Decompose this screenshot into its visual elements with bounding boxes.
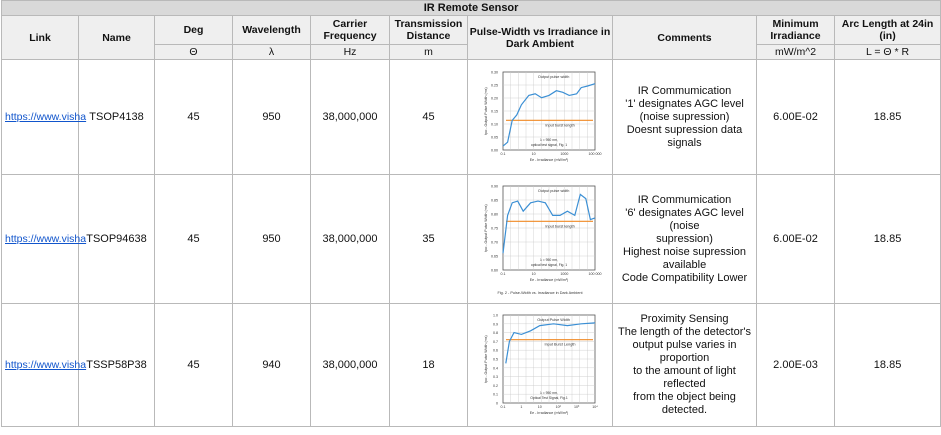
header-arc-length[interactable]: Arc Length at 24in (in) <box>835 16 941 45</box>
y-axis-label: tpo - Output Pulse Width (ms) <box>484 204 488 252</box>
x-axis-label: Ee - Irradiance (mW/m²) <box>529 158 569 162</box>
header-name[interactable]: Name <box>79 16 155 60</box>
unit-deg[interactable]: Θ <box>155 45 233 60</box>
comment-cell[interactable] <box>613 304 757 427</box>
x-tick-label: 10 <box>531 152 536 156</box>
wavelength-cell[interactable]: 950 <box>233 175 311 304</box>
comment-line: from the object being <box>633 391 736 403</box>
comment-line: Proximity Sensing <box>640 313 729 325</box>
unit-wavelength[interactable]: λ <box>233 45 311 60</box>
link-cell[interactable] <box>2 60 87 175</box>
datasheet-link[interactable]: https://www.visha <box>5 359 87 371</box>
distance-cell[interactable]: 35 <box>390 175 468 304</box>
y-tick-label: 0.75 <box>491 226 498 231</box>
x-tick-label: 1 <box>520 405 523 409</box>
x-axis-label: Ee - Irradiance (mW/m²) <box>529 411 569 415</box>
comment-line: detected. <box>661 404 708 416</box>
comment-line: IR Commumication <box>637 84 732 97</box>
y-tick-label: 0.4 <box>493 366 498 371</box>
x-tick-label: 0.1 <box>500 405 506 409</box>
wavelength-cell[interactable]: 950 <box>233 60 311 175</box>
pulse-width-graph <box>481 182 602 296</box>
datasheet-link[interactable]: https://www.visha <box>5 233 87 245</box>
unit-arc-length[interactable]: L = Θ * R <box>835 45 941 60</box>
x-tick-label: 0.1 <box>500 272 506 276</box>
comment-line: (noise supression) <box>639 110 730 123</box>
graph-note: Optical Test Signal, Fig.1 <box>530 396 568 400</box>
y-tick-label: 0.05 <box>491 135 498 140</box>
arc-length-cell[interactable]: 18.85 <box>835 60 941 175</box>
unit-minimum-irradiance[interactable]: mW/m^2 <box>757 45 835 60</box>
ir-sensor-table <box>1 0 941 427</box>
comment-line: supression) <box>656 232 713 245</box>
min-irradiance-cell[interactable]: 6.00E-02 <box>757 60 835 175</box>
y-tick-label: 0.7 <box>493 339 498 344</box>
pulse-width-graph <box>481 311 599 419</box>
name-cell[interactable]: TSOP94638 <box>79 175 155 304</box>
y-axis-label: tpo - Output Pulse Width (ms) <box>484 335 488 383</box>
legend-output: Output Pulse Width <box>537 318 570 322</box>
x-tick-label: 0.1 <box>500 152 506 156</box>
graph-cell[interactable] <box>468 304 613 427</box>
x-tick-label: 1000 <box>560 152 569 156</box>
y-tick-label: 0.25 <box>491 83 498 88</box>
arc-length-cell[interactable]: 18.85 <box>835 304 941 427</box>
graph-cell[interactable] <box>468 60 613 175</box>
header-comments[interactable]: Comments <box>613 16 757 60</box>
sheet-title: IR Remote Sensor <box>2 1 941 16</box>
y-tick-label: 0.65 <box>491 254 498 259</box>
legend-input: Input Burst Length <box>544 342 576 347</box>
graph-note: optical test signal, Fig. 1 <box>530 143 568 147</box>
header-minimum-irradiance[interactable]: Minimum Irradiance <box>757 16 835 45</box>
comment-cell[interactable] <box>613 60 757 175</box>
min-irradiance-cell[interactable]: 6.00E-02 <box>757 175 835 304</box>
header-link[interactable]: Link <box>2 16 79 60</box>
y-tick-label: 0 <box>496 401 498 406</box>
wavelength-cell[interactable]: 940 <box>233 304 311 427</box>
comment-line: IR Commumication <box>637 193 732 206</box>
name-cell[interactable]: TSOP4138 <box>79 60 155 175</box>
x-tick-label: 10 <box>531 272 536 276</box>
y-tick-label: 0.80 <box>491 212 498 217</box>
x-axis-label: Ee - Irradiance (mW/m²) <box>529 278 569 282</box>
y-tick-label: 0.90 <box>491 184 498 189</box>
carrier-cell[interactable]: 38,000,000 <box>311 60 390 175</box>
y-tick-label: 0.6 <box>493 348 498 353</box>
y-tick-label: 0.60 <box>491 268 498 273</box>
carrier-cell[interactable]: 38,000,000 <box>311 175 390 304</box>
graph-cell[interactable] <box>468 175 613 304</box>
x-tick-label: 10 <box>537 405 542 409</box>
y-tick-label: 0.9 <box>493 322 498 327</box>
comment-line: to the amount of light reflected <box>633 365 736 390</box>
y-tick-label: 1.0 <box>493 313 498 318</box>
header-deg[interactable]: Deg <box>155 16 233 45</box>
x-tick-label: 10² <box>555 405 561 409</box>
table-row <box>2 60 941 175</box>
legend-output: Output pulse width <box>537 75 570 79</box>
y-tick-label: 0.20 <box>491 96 498 101</box>
x-tick-label: 10⁴ <box>592 405 598 409</box>
comment-line: '1' designates AGC level <box>625 97 744 110</box>
carrier-cell[interactable]: 38,000,000 <box>311 304 390 427</box>
comment-line: Doesnt supression data <box>626 123 743 136</box>
graph-note: λ = 950 nm, <box>540 138 558 142</box>
datasheet-link[interactable]: https://www.visha <box>5 111 87 123</box>
y-tick-label: 0.8 <box>493 331 498 336</box>
comment-line: The length of the detector's <box>618 326 751 338</box>
table-row <box>2 304 941 427</box>
graph-note: λ = 950 nm, <box>540 391 558 395</box>
x-tick-label: 1000 <box>560 272 569 276</box>
graph-note: optical test signal, Fig. 1 <box>530 263 568 267</box>
header-wavelength[interactable]: Wavelength <box>233 16 311 45</box>
legend-input: Input burst length <box>545 123 575 128</box>
unit-transmission-distance[interactable]: m <box>390 45 468 60</box>
legend-input: Input burst length <box>545 224 575 229</box>
y-tick-label: 0.70 <box>491 240 498 245</box>
y-tick-label: 0.30 <box>491 70 498 75</box>
comment-line: '6' designates AGC level (noise <box>625 206 744 232</box>
distance-cell[interactable]: 45 <box>390 60 468 175</box>
pulse-width-graph <box>481 68 602 166</box>
y-tick-label: 0.3 <box>493 375 498 380</box>
header-transmission-distance[interactable]: Transmission Distance <box>390 16 468 45</box>
graph-caption: Fig. 2 - Pulse-Width vs. Irradiance in Dark Ambient <box>497 291 583 295</box>
graph-note: λ = 950 nm, <box>540 258 558 262</box>
header-carrier-frequency[interactable]: Carrier Frequency <box>311 16 390 45</box>
deg-cell[interactable]: 45 <box>155 175 233 304</box>
comment-cell[interactable] <box>613 175 757 304</box>
link-cell[interactable] <box>2 304 87 427</box>
header-pulse-width[interactable]: Pulse-Width vs Irradiance in Dark Ambient <box>468 16 613 60</box>
min-irradiance-cell[interactable]: 2.00E-03 <box>757 304 835 427</box>
y-tick-label: 0.10 <box>491 122 498 127</box>
comment-line: signals <box>667 136 702 149</box>
name-cell[interactable]: TSSP58P38 <box>79 304 155 427</box>
table-row <box>2 175 941 304</box>
y-tick-label: 0.85 <box>491 198 498 203</box>
unit-carrier-frequency[interactable]: Hz <box>311 45 390 60</box>
comment-line: proportion <box>659 352 710 364</box>
comment-line: output pulse varies in <box>632 339 737 351</box>
y-tick-label: 0.15 <box>491 109 498 114</box>
deg-cell[interactable]: 45 <box>155 60 233 175</box>
legend-output: Output pulse width <box>537 189 570 193</box>
link-cell[interactable] <box>2 175 87 304</box>
y-tick-label: 0.5 <box>493 357 498 362</box>
y-tick-label: 0.1 <box>493 392 498 397</box>
x-tick-label: 10³ <box>573 405 580 409</box>
comment-line: Code Compatibility Lower <box>621 271 748 284</box>
x-tick-label: 100 000 <box>588 152 602 156</box>
y-axis-label: tpo - Output Pulse Width (ms) <box>484 87 488 135</box>
y-tick-label: 0.2 <box>493 383 498 388</box>
deg-cell[interactable]: 45 <box>155 304 233 427</box>
y-tick-label: 0.00 <box>491 148 498 153</box>
distance-cell[interactable]: 18 <box>390 304 468 427</box>
comment-line: Highest noise supression <box>623 245 746 258</box>
arc-length-cell[interactable]: 18.85 <box>835 175 941 304</box>
x-tick-label: 100 000 <box>588 272 602 276</box>
comment-line: available <box>662 258 707 271</box>
